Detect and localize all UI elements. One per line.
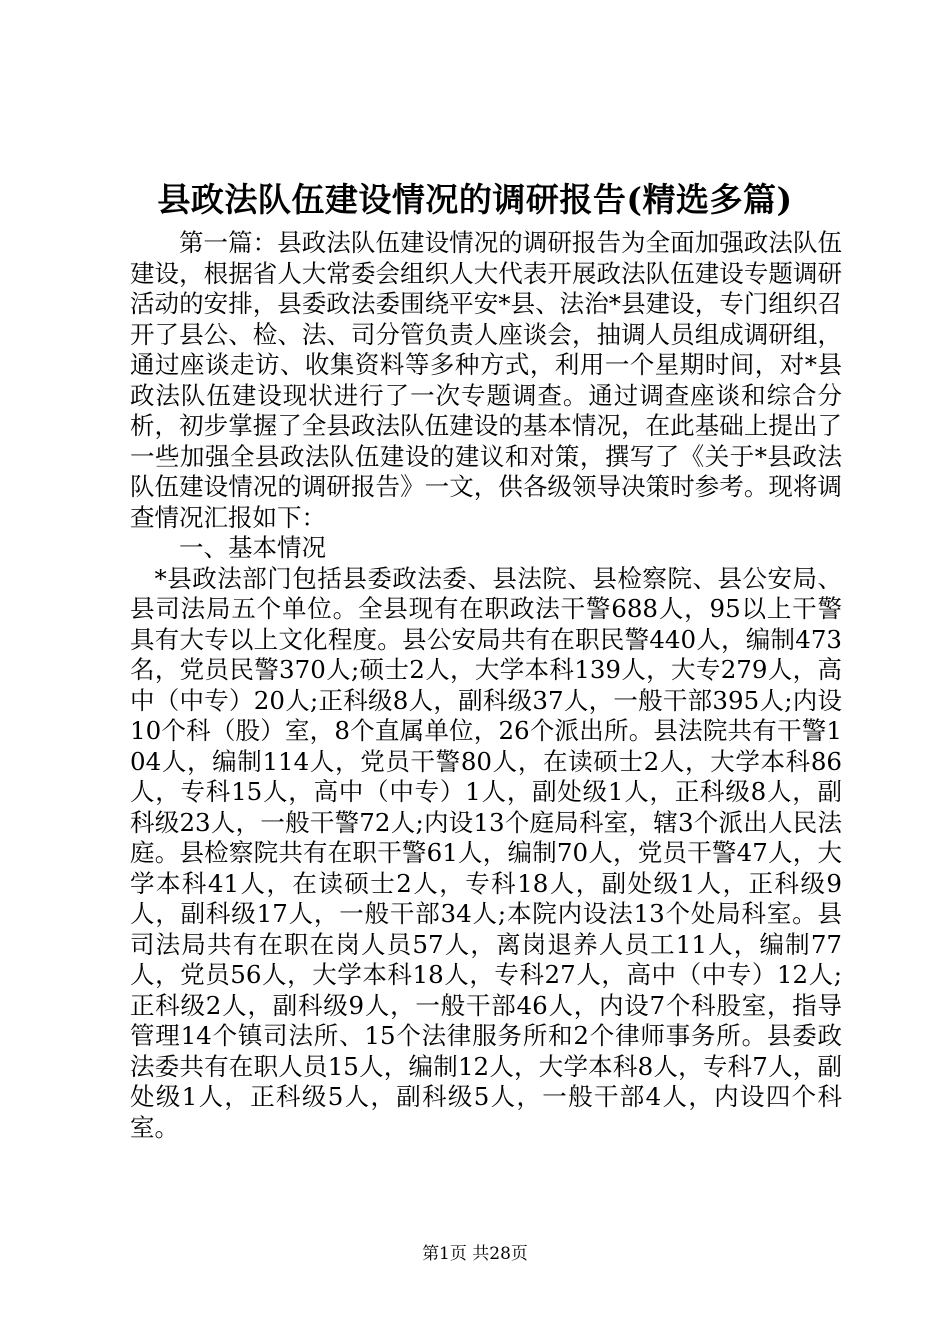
page-number-footer: 第1页 共28页 [422, 1244, 528, 1264]
document-body [130, 228, 842, 1143]
paragraph-basic-situation: *县政法部门包括县委政法委、县法院、县检察院、县公安局、县司法局五个单位。全县现有在职政法干警688人，95以上干警具有大专以上文化程度。县公安局共有在职民警440人，编制473名，党员民警370人;硕士2人，大学本科139人，大专279人，高中（中专）20人;正科级8人，副科级37人，一般干部395人;内设10个科（股）室，8个直属单位，26个派出所。县法院共有干警104人，编制114人，党员干警80人，在读硕士2人，大学本科86人，专科15人，高中（中专）1人，副处级1人，正科级8人，副科级23人，一般干警72人;内设13个庭局科室，辖3个派出人民法庭。县检察院共有在职干警61人，编制70人，党员干警47人，大学本科41人，在读硕士2人，专科18人，副处级1人，正科级9人，副科级17人，一般干部34人;本院内设法13个处局科室。县司法局共有在职在岗人员57人，离岗退养人员工11人，编制77人，党员56人，大学本科18人，专科27人，高中（中专）12人;正科级2人，副科级9人，一般干部46人，内设7个科股室，指导管理14个镇司法所、15个法律服务所和2个律师事务所。县委政法委共有在职人员15人，编制12人，大学本科8人，专科7人，副处级1人，正科级5人，副科级5人，一般干部4人，内设四个科室。 [130, 563, 842, 1142]
document-title: 县政法队伍建设情况的调研报告(精选多篇) [157, 180, 793, 219]
paragraph-intro: 第一篇：县政法队伍建设情况的调研报告为全面加强政法队伍建设，根据省人大常委会组织人大代表开展政法队伍建设专题调研活动的安排，县委政法委围绕平安*县、法治*县建设，专门组织召开了县公、检、法、司分管负责人座谈会，抽调人员组成调研组，通过座谈走访、收集资料等多种方式，利用一个星期时间，对*县政法队伍建设现状进行了一次专题调查。通过调查座谈和综合分析，初步掌握了全县政法队伍建设的基本情况，在此基础上提出了一些加强全县政法队伍建设的建议和对策，撰写了《关于*县政法队伍建设情况的调研报告》一文，供各级领导决策时参考。现将调查情况汇报如下： [130, 228, 842, 532]
section-heading-basic-situation: 一、基本情况 [179, 533, 326, 562]
